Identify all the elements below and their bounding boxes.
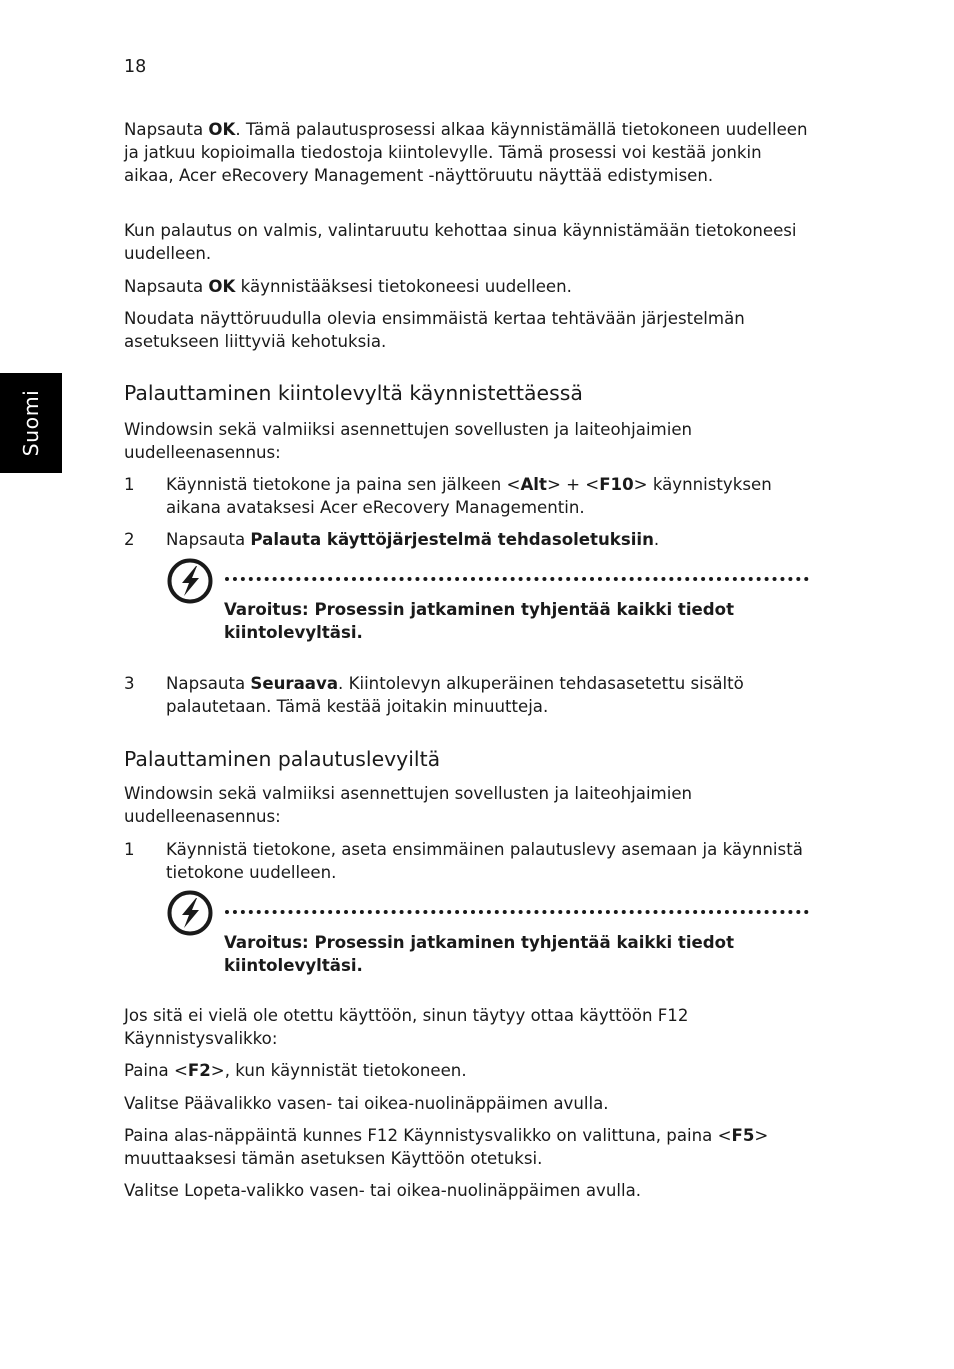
section1-step-3: Napsauta Seuraava. Kiintolevyn alkuperäinen tehdasasetettu sisältö palautetaan. Tämä kestää joitakin minuutteja.	[166, 674, 744, 716]
intro-paragraph-4: Noudata näyttöruudulla olevia ensimmäistä kertaa tehtävään järjestelmän asetukseen liittyviä kehotuksia.	[124, 309, 745, 351]
section2-paragraph-3: Valitse Päävalikko vasen- tai oikea-nuolinäppäimen avulla.	[124, 1094, 609, 1113]
section2-warning-text: Varoitus: Prosessin jatkaminen tyhjentää kaikki tiedot kiintolevyltäsi.	[224, 933, 734, 975]
side-tab-label: Suomi	[19, 389, 43, 457]
section1-intro: Windowsin sekä valmiiksi asennettujen sovellusten ja laiteohjaimien uudelleenasennus:	[124, 420, 693, 462]
step-number: 1	[124, 840, 135, 859]
section2-paragraph-4: Paina alas-näppäintä kunnes F12 Käynnistysvalikko on valittuna, paina <F5> muuttaaksesi tämän asetuksen Käyttöön otetuksi.	[124, 1126, 769, 1168]
warning-divider	[225, 577, 809, 581]
warning-divider	[225, 910, 809, 914]
section1-step-2: Napsauta Palauta käyttöjärjestelmä tehdasoletuksiin.	[166, 530, 660, 549]
section2-step-1: Käynnistä tietokone, aseta ensimmäinen palautuslevy asemaan ja käynnistä tietokone uudelleen.	[166, 840, 803, 882]
section-heading-disc-recovery: Palauttaminen palautuslevyiltä	[124, 747, 441, 771]
warning-lightning-icon	[166, 557, 214, 605]
language-side-tab	[0, 373, 62, 473]
section2-intro: Windowsin sekä valmiiksi asennettujen sovellusten ja laiteohjaimien uudelleenasennus:	[124, 784, 693, 826]
step-number: 3	[124, 674, 135, 693]
warning-lightning-icon	[166, 889, 214, 937]
section1-warning-text: Varoitus: Prosessin jatkaminen tyhjentää kaikki tiedot kiintolevyltäsi.	[224, 600, 734, 642]
section2-paragraph-5: Valitse Lopeta-valikko vasen- tai oikea-nuolinäppäimen avulla.	[124, 1181, 642, 1200]
intro-paragraph-2: Kun palautus on valmis, valintaruutu kehottaa sinua käynnistämään tietokoneesi uudelleen.	[124, 221, 797, 263]
intro-paragraph-3: Napsauta OK käynnistääksesi tietokoneesi uudelleen.	[124, 277, 572, 296]
step-number: 1	[124, 475, 135, 494]
step-number: 2	[124, 530, 135, 549]
section2-paragraph-2: Paina <F2>, kun käynnistät tietokoneen.	[124, 1061, 467, 1080]
section-heading-hdd-recovery: Palauttaminen kiintolevyltä käynnistettäessä	[124, 381, 583, 405]
section1-step-1: Käynnistä tietokone ja paina sen jälkeen <Alt> + <F10> käynnistyksen aikana avataksesi Acer eRecovery Managementin.	[166, 475, 772, 517]
section2-paragraph-1: Jos sitä ei vielä ole otettu käyttöön, sinun täytyy ottaa käyttöön F12 Käynnistysvalikko:	[124, 1006, 689, 1048]
page-number: 18	[124, 57, 147, 77]
intro-paragraph-1: Napsauta OK. Tämä palautusprosessi alkaa käynnistämällä tietokoneen uudelleen ja jatkuu kopioimalla tiedostoja kiintolevylle. Tämä prosessi voi kestää jonkin aikaa, Acer eRecovery Management -näyttöruutu näyttää edistymisen.	[124, 120, 808, 185]
